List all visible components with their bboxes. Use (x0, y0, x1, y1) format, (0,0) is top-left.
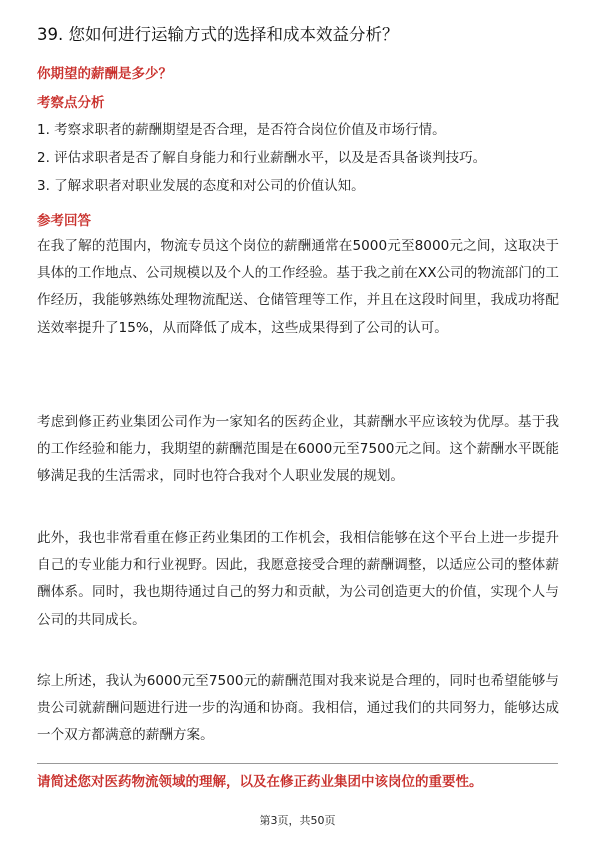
answer-paragraph: 在我了解的范围内，物流专员这个岗位的薪酬通常在5000元至8000元之间，这取决于具体的工作地点、公司规模以及个人的工作经验。基于我之前在XX公司的物流部门的工作经历，我能够熟练处理物流配送、仓储管理等工作，并且在这段时间里，我成功将配送效率提升了15%，从而降低了成本，这些成果得到了公司的认可。 (37, 238, 559, 336)
section-divider (37, 763, 558, 764)
analysis-item: 2. 评估求职者是否了解自身能力和行业薪酬水平，以及是否具备谈判技巧。 (37, 150, 487, 166)
analysis-item: 3. 了解求职者对职业发展的态度和对公司的价值认知。 (37, 178, 365, 194)
answer-paragraph: 考虑到修正药业集团公司作为一家知名的医药企业，其薪酬水平应该较为优厚。基于我的工作经验和能力，我期望的薪酬范围是在6000元至7500元之间。这个薪酬水平既能够满足我的生活需求，同时也符合我对个人职业发展的规划。 (37, 414, 559, 485)
answer-paragraph: 综上所述，我认为6000元至7500元的薪酬范围对我来说是合理的，同时也希望能够与贵公司就薪酬问题进行进一步的沟通和协商。我相信，通过我们的共同努力，能够达成一个双方都满意的薪酬方案。 (37, 673, 560, 744)
sub-question-heading: 你期望的薪酬是多少？ (37, 66, 172, 82)
analysis-item: 1. 考察求职者的薪酬期望是否合理，是否符合岗位价值及市场行情。 (37, 122, 446, 138)
answer-heading: 参考回答 (37, 213, 91, 229)
next-question-heading: 请简述您对医药物流领域的理解，以及在修正药业集团中该岗位的重要性。 (37, 774, 483, 790)
question-title: 39. 您如何进行运输方式的选择和成本效益分析？ (37, 25, 399, 44)
analysis-heading: 考察点分析 (37, 95, 105, 111)
answer-paragraph: 此外，我也非常看重在修正药业集团的工作机会，我相信能够在这个平台上进一步提升自己的专业能力和行业视野。因此，我愿意接受合理的薪酬调整，以适应公司的整体薪酬体系。同时，我也期待通过自己的努力和贡献，为公司创造更大的价值，实现个人与公司的共同成长。 (37, 530, 559, 628)
page-footer: 第3页，共50页 (259, 814, 336, 827)
